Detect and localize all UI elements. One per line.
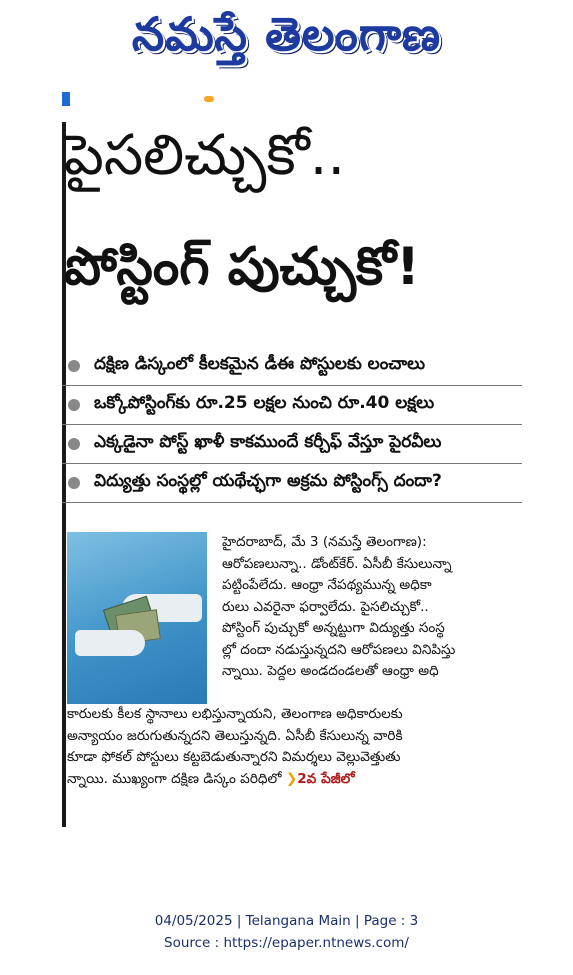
decorative-dot (204, 96, 214, 102)
headline-line-1: పైసలిచ్చుకో.. (64, 123, 346, 188)
bullet-text: ఎక్కడైనా పోస్ట్ ఖాళీ కాకముందే కర్చీఫ్ వేస్తూ పైరవీలు (94, 432, 442, 452)
bullet-dot-icon (68, 477, 80, 489)
article-line: పోస్టింగ్ పుచ్చుకో అన్నట్టుగా విద్యుత్తు సంస్థ (222, 620, 445, 636)
article-line: పట్టింపేలేదు. ఆంధ్రా నేపథ్యమున్న అధికా (222, 577, 432, 593)
bullet-text: విద్యుత్తు సంస్థల్లో యథేచ్ఛగా అక్రమ పోస్టింగ్స్ దందా? (94, 471, 442, 491)
article-line: కూడా ఫోకల్ పోస్టులు కట్టబెడుతున్నారని విమర్శలు వెల్లువెత్తుతు (67, 749, 401, 765)
bullet-item (62, 425, 522, 464)
bullet-dot-icon (68, 438, 80, 450)
footer-source: Source : https://epaper.ntnews.com/ (164, 935, 409, 951)
bullet-item (62, 464, 522, 503)
article-line-last (67, 769, 522, 791)
news-clipping (62, 92, 522, 832)
article-body-full (67, 704, 522, 790)
bullet-text: దక్షిణ డిస్కంలో కీలకమైన డీఈ పోస్టులకు లంచాలు (94, 354, 426, 374)
bullet-dot-icon (68, 399, 80, 411)
masthead-logo: నమస్తే తెలంగాణ (131, 7, 442, 61)
article-line-text: న్నాయి. ముఖ్యంగా దక్షిణ డిస్కం పరిధిలో (67, 770, 282, 787)
continued-arrow-icon: ❯ (285, 770, 298, 787)
headline-line-2: పోస్టింగ్ పుచ్చుకో! (64, 237, 420, 297)
article-line: ల్లో దందా నడుస్తున్నదని ఆరోపణలు వినిపిస్తు (222, 641, 456, 658)
article-photo (67, 532, 207, 704)
bullet-text: ఒక్కోపోస్టింగ్‌కు రూ.25 లక్షల నుంచి రూ.40 లక్షలు (94, 393, 435, 413)
photo-hand-receiving (75, 630, 145, 656)
bullet-item (62, 347, 522, 386)
footer-date-edition: 04/05/2025 | Telangana Main | Page : 3 (154, 913, 419, 929)
clip-corner-tab (62, 92, 70, 106)
bullet-dot-icon (68, 360, 80, 372)
article-line: అన్యాయం జరుగుతున్నదని తెలుస్తున్నది. ఏసీబీ కేసులున్న వారికి (67, 727, 403, 744)
article-line: కారులకు కీలక స్థానాలు లభిస్తున్నాయని, తెలంగాణ అధికారులకు (67, 706, 403, 722)
article-body-right (222, 532, 522, 683)
article-line: న్నాయి. పెద్దల అండదండలతో ఆంధ్రా అధి (222, 663, 439, 679)
bullet-item (62, 386, 522, 425)
bullet-list (62, 347, 522, 503)
article-line: ఆరోపణలున్నా.. డోంట్‌కేర్. ఏసీబీ కేసులున్నా (222, 555, 452, 572)
article-line: రులు ఎవరైనా ఫర్వాలేదు. పైసలిచ్చుకో.. (222, 598, 429, 615)
page-footer (0, 910, 573, 954)
continued-page-ref: 2వ పేజీలో (297, 770, 355, 787)
article-line: హైదరాబాద్, మే 3 (నమస్తే తెలంగాణ): (222, 534, 427, 550)
